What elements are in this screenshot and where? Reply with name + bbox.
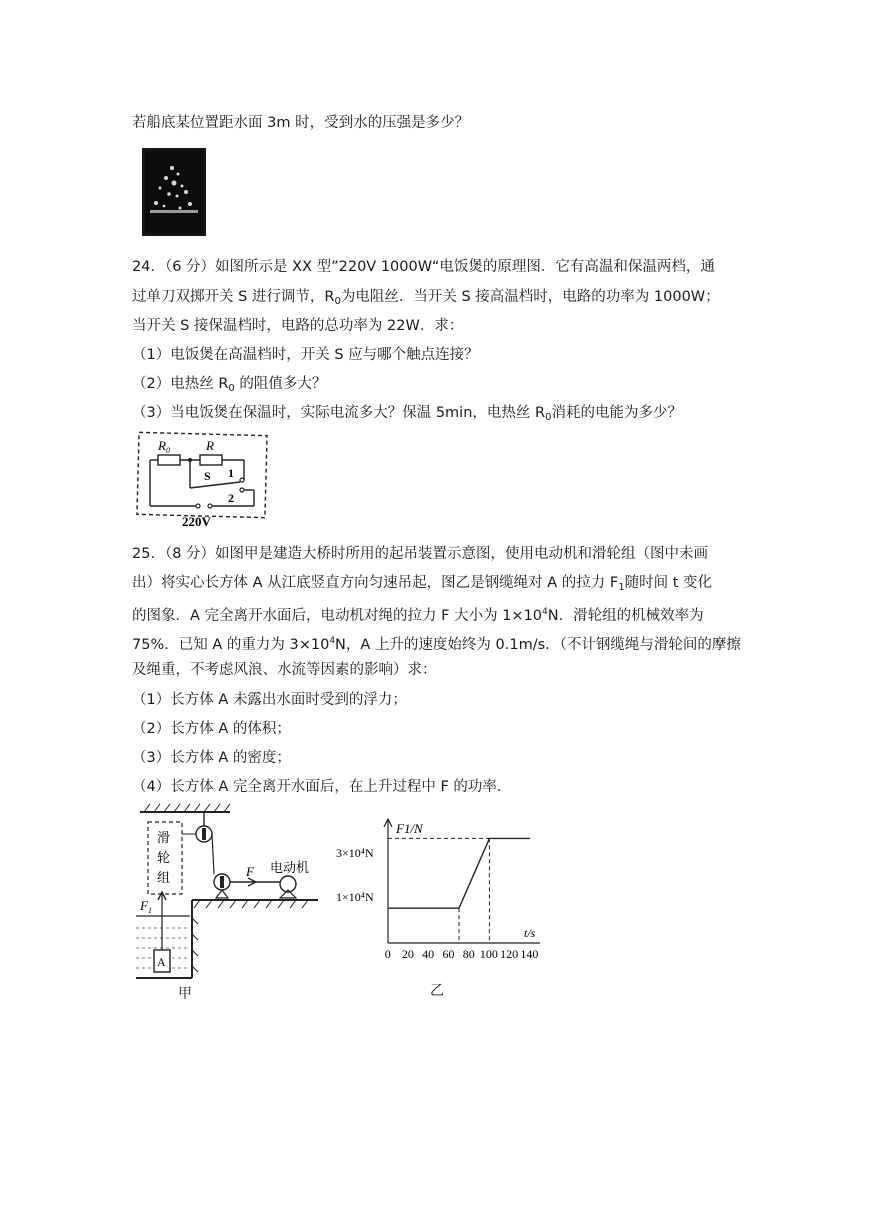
motor-label: 电动机 xyxy=(270,860,310,875)
x-tick-0: 0 xyxy=(384,947,391,961)
q25-line5: 及绳重，不考虑风浪、水流等因素的影响）求： xyxy=(132,662,437,678)
svg-text:轮: 轮 xyxy=(157,850,171,865)
force-f1-label: $F_1$ xyxy=(140,898,152,915)
q23-question: 若船底某位置距水面 3m 时，受到水的压强是多少？ xyxy=(132,115,470,131)
x-tick-20: 20 xyxy=(401,947,414,961)
force-time-chart xyxy=(332,815,547,965)
q25-sub3: （3）长方体 A 的密度； xyxy=(132,750,291,766)
contact-1-label: 1 xyxy=(228,466,234,480)
ship-photo xyxy=(142,148,206,236)
x-tick-80: 80 xyxy=(462,947,475,961)
svg-text:A: A xyxy=(157,955,166,969)
q25-sub4: （4）长方体 A 完全离开水面后，在上升过程中 F 的功率． xyxy=(132,779,512,795)
circuit-diagram xyxy=(132,430,272,530)
q24-line3: 当开关 S 接保温档时，电路的总功率为 22W．求： xyxy=(132,318,464,334)
svg-text:滑: 滑 xyxy=(157,830,171,845)
q24-sub2: （2）电热丝 $R_0$ 的阻值多大？ xyxy=(132,376,327,394)
figure-jia-caption: 甲 xyxy=(178,986,192,1002)
y-tick-3e4: 3×10⁴N xyxy=(336,846,374,860)
q25-line1: 25．（8 分）如图甲是建造大桥时所用的起吊装置示意图，使用电动机和滑轮组（图中未画 xyxy=(132,546,709,562)
y-tick-1e4: 1×10⁴N xyxy=(336,890,374,904)
voltage-label: 220V xyxy=(182,514,211,529)
x-tick-120: 120 xyxy=(500,947,519,961)
r0-label: $R_0$ xyxy=(158,438,170,455)
x-tick-60: 60 xyxy=(442,947,455,961)
q24-sub1: （1）电饭煲在高温档时，开关 S 应与哪个触点连接？ xyxy=(132,347,479,363)
figure-yi-caption: 乙 xyxy=(430,983,444,999)
q25-sub2: （2）长方体 A 的体积； xyxy=(132,721,291,737)
force-f-label: F xyxy=(246,864,254,879)
y-axis-title: F1/N xyxy=(396,821,423,836)
resistor-r0 xyxy=(158,455,180,465)
x-tick-100: 100 xyxy=(479,947,498,961)
q25-sub1: （1）长方体 A 未露出水面时受到的浮力； xyxy=(132,692,407,708)
q24-line2: 过单刀双掷开关 S 进行调节，$R_0$为电阻丝．当开关 S 接高温档时，电路的功率为 1000W； xyxy=(132,289,720,307)
x-tick-140: 140 xyxy=(520,947,539,961)
r-label: R xyxy=(206,438,214,453)
x-tick-40: 40 xyxy=(422,947,435,961)
series-line xyxy=(388,838,530,908)
contact-2-label: 2 xyxy=(228,491,234,505)
q25-line2: 出）将实心长方体 A 从江底竖直方向匀速吊起，图乙是钢缆绳对 A 的拉力 $F_1$随时间 t 变化 xyxy=(132,575,713,593)
crane-diagram xyxy=(130,800,325,985)
x-axis-title: t/s xyxy=(524,926,536,940)
resistor-r xyxy=(200,455,222,465)
q25-line4: 75%．已知 A 的重力为 $3\times 10^4N$，A 上升的速度始终为 0.1m/s．（不计钢缆绳与滑轮间的摩擦 xyxy=(132,636,741,653)
q24-line1: 24．（6 分）如图所示是 XX 型”220V 1000W“电饭煲的原理图．它有高温和保温两档，通 xyxy=(132,259,715,275)
switch-label: S xyxy=(204,469,211,483)
svg-text:组: 组 xyxy=(157,870,171,885)
q25-line3: 的图象．A 完全离开水面后，电动机对绳的拉力 F 大小为 $1\times 10^4N$．滑轮组的机械效率为 xyxy=(132,607,704,624)
q24-sub3: （3）当电饭煲在保温时，实际电流多大？保温 5min，电热丝 $R_0$消耗的电能为多少？ xyxy=(132,405,682,423)
